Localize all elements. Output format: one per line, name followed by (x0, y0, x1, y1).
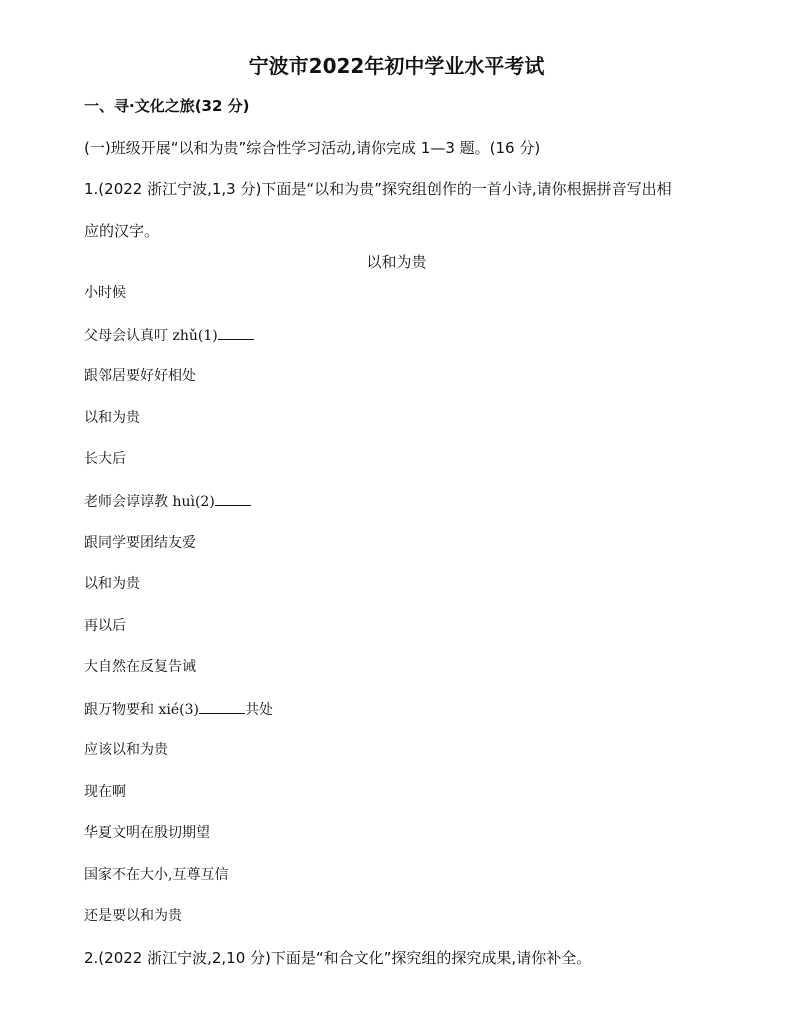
poem-line: 华夏文明在殷切期望 (84, 825, 210, 841)
poem-line: 国家不在大小,互尊互信 (84, 867, 229, 883)
answer-blank-2[interactable] (215, 491, 251, 506)
answer-blank-1[interactable] (218, 325, 254, 340)
question-1-line-2: 应的汉字。 (84, 222, 160, 240)
poem-line-text: 共处 (244, 702, 273, 718)
poem-line-text: 父母会认真叮 zhǔ(1) (84, 328, 218, 344)
poem-line: 长大后 (84, 451, 126, 467)
poem-line: 以和为贵 (84, 410, 140, 426)
poem-line-with-blank-1 (84, 325, 254, 346)
section-heading: 一、寻·文化之旅(32 分) (84, 97, 250, 115)
poem-line-with-blank-3 (84, 699, 273, 720)
poem-line: 现在啊 (84, 784, 126, 800)
poem-line: 跟邻居要好好相处 (84, 368, 196, 384)
poem-title: 以和为贵 (366, 253, 427, 271)
poem-line-with-blank-2 (84, 491, 251, 512)
poem-line: 还是要以和为贵 (84, 908, 182, 924)
poem-line-text: 跟万物要和 xié(3) (84, 702, 199, 718)
poem-line: 以和为贵 (84, 576, 140, 592)
poem-line: 跟同学要团结友爱 (84, 535, 196, 551)
poem-line-text: 老师会谆谆教 huì(2) (84, 494, 215, 510)
poem-line: 小时候 (84, 285, 126, 301)
question-2: 2.(2022 浙江宁波,2,10 分)下面是“和合文化”探究组的探究成果,请你补全。 (84, 949, 592, 967)
poem-line: 大自然在反复告诫 (84, 659, 196, 675)
poem-line: 应该以和为贵 (84, 742, 168, 758)
answer-blank-3[interactable] (199, 699, 245, 714)
question-1-line-1: 1.(2022 浙江宁波,1,3 分)下面是“以和为贵”探究组创作的一首小诗,请你根据拼音写出相 (84, 180, 672, 198)
part-instructions: (一)班级开展“以和为贵”综合性学习活动,请你完成 1—3 题。(16 分) (84, 139, 541, 157)
page-title: 宁波市2022年初中学业水平考试 (248, 54, 545, 78)
poem-line: 再以后 (84, 618, 126, 634)
